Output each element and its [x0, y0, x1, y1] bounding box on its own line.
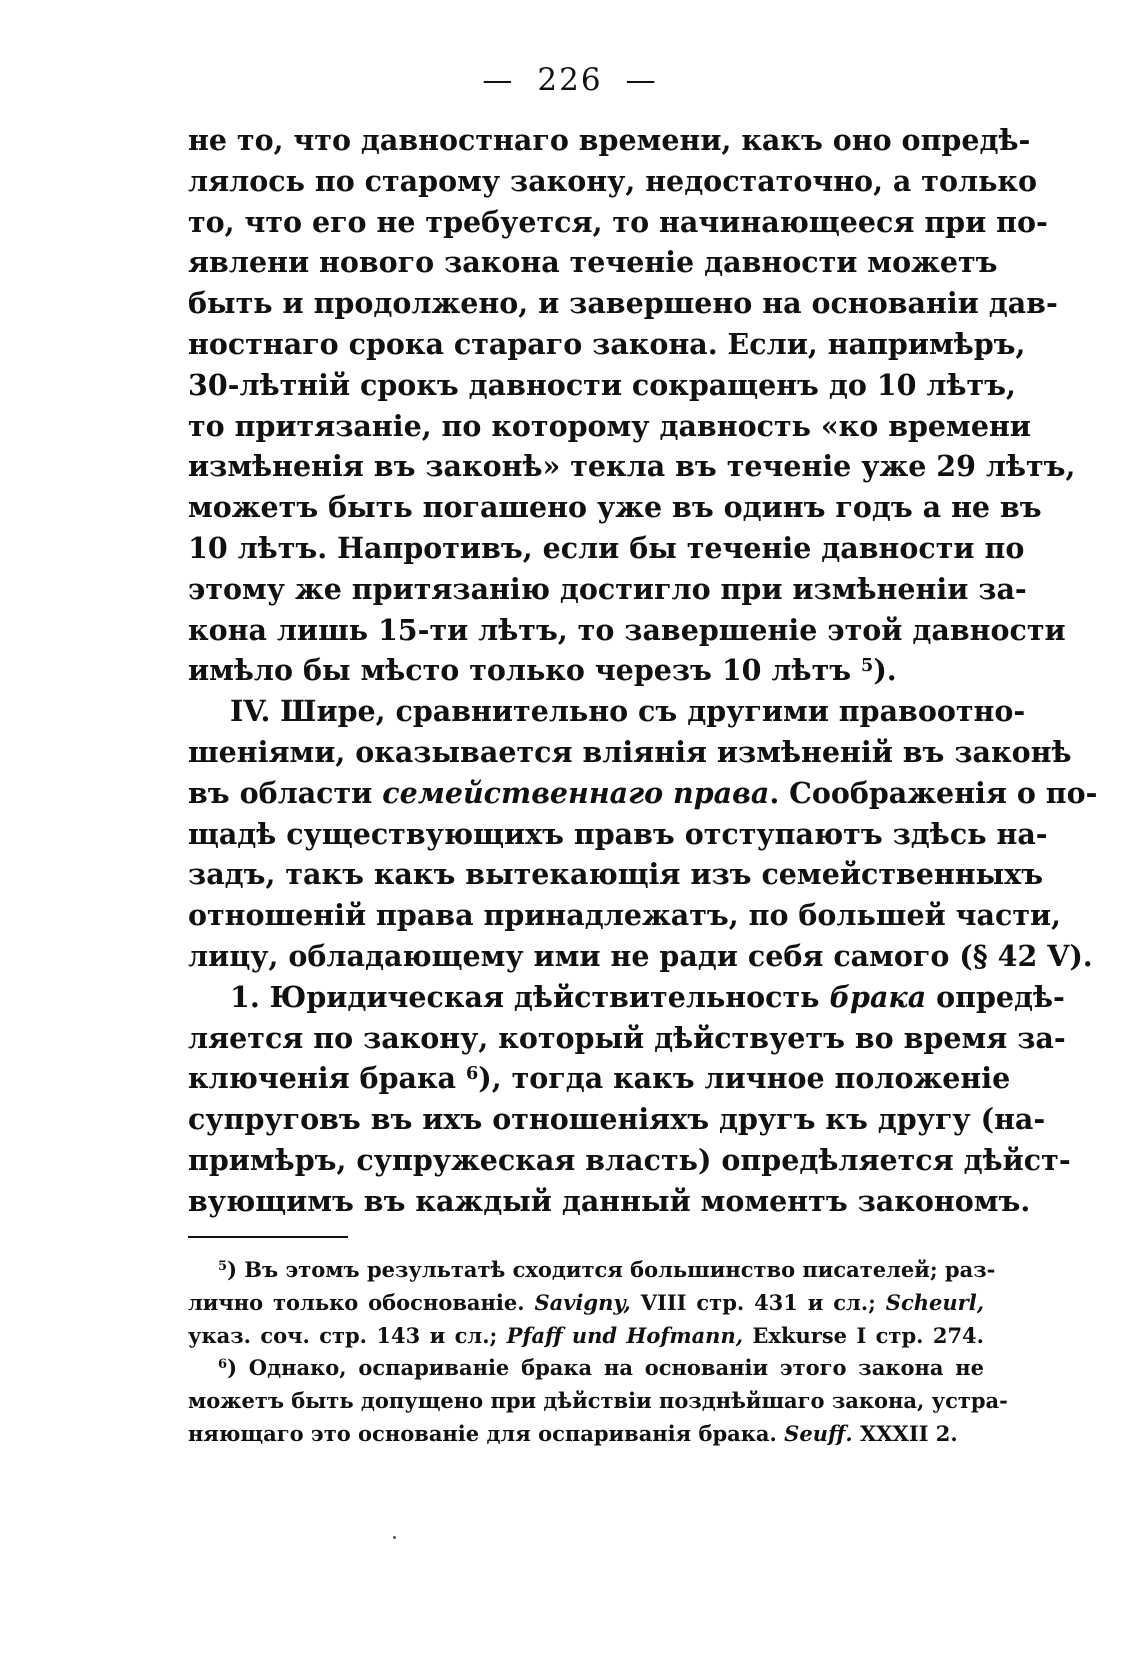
page-number-dash-right: —	[625, 63, 658, 98]
footnote-5: $^5$) Въ этомъ результатѣ сходится большинство писателей; раз-	[218, 1257, 996, 1282]
text-line: 10 лѣтъ. Напротивъ, если бы теченіе давности по	[188, 530, 1025, 565]
main-text	[188, 120, 1098, 1222]
footnote-line: указ. соч. стр. 143 и сл.; Pfaff und Hofmann, Exkurse I стр. 274.	[188, 1322, 984, 1348]
emphasis-term: семейственнаго права	[382, 775, 770, 810]
footnote-line: можетъ быть допущено при дѣйствіи позднѣйшаго закона, устра-	[188, 1388, 1008, 1414]
text-line: задъ, такъ какъ вытекающія изъ семейственныхъ	[188, 857, 1044, 892]
text-line: явлени нового закона теченіе давности можетъ	[188, 245, 998, 280]
footnote-6: $^6$) Однако, оспариваніе брака на основаніи этого закона не	[218, 1355, 984, 1381]
footnote-ref-6: 6	[465, 1062, 479, 1084]
text-line: кона лишь 15-ти лѣтъ, то завершеніе этой давности	[188, 612, 1066, 647]
text-line: то притязаніе, по которому давность «ко времени	[188, 408, 1031, 443]
text-line: ключенія брака $^6$), тогда какъ личное положеніе	[188, 1061, 1011, 1096]
text-line: въ области семейственнаго права. Соображенія о по-	[188, 775, 1098, 810]
page-number	[0, 62, 1140, 98]
text-line: можетъ быть погашено уже въ одинъ годъ а не въ	[188, 490, 1042, 525]
text-line: 30-лѣтній срокъ давности сокращенъ до 10 лѣтъ,	[188, 367, 1016, 402]
text-line: ляется по закону, который дѣйствуетъ во время за-	[188, 1020, 1066, 1055]
text-line: быть и продолжено, и завершено на основаніи дав-	[188, 286, 1058, 321]
text-line: имѣло бы мѣсто только черезъ 10 лѣтъ $^5$).	[188, 653, 897, 688]
section-heading-line: IV. Шире, сравнительно съ другими правоотно-	[230, 694, 1026, 729]
emphasis-term: брака	[829, 979, 927, 1014]
footnote-line: няющаго это основаніе для оспариванія брака. Seuff. XXXII 2.	[188, 1420, 958, 1446]
text-line: вующимъ въ каждый данный моментъ закономъ.	[188, 1183, 1031, 1218]
text-line: щадѣ существующихъ правъ отступаютъ здѣсь на-	[188, 816, 1048, 851]
page-number-dash-left: —	[482, 63, 515, 98]
text-line: лицу, обладающему ими не ради себя самого (§ 42 V).	[188, 938, 1093, 973]
scan-speck	[393, 1536, 396, 1539]
text-line: измѣненія въ законѣ» текла въ теченіе уже 29 лѣтъ,	[188, 449, 1076, 484]
footnote-ref-5: 5	[861, 654, 874, 676]
text-line: лялось по старому закону, недостаточно, а только	[188, 163, 1038, 198]
text-line: не то, что давностнаго времени, какъ оно опредѣ-	[188, 123, 1031, 157]
page-number-value: 226	[537, 62, 603, 98]
text-line: супруговъ въ ихъ отношеніяхъ другъ къ другу (на-	[188, 1102, 1046, 1137]
text-line: примѣръ, супружеская власть) опредѣляется дѣйст-	[188, 1142, 1071, 1177]
footnote-divider	[188, 1236, 348, 1238]
text-line: этому же притязанію достигло при измѣненіи за-	[188, 571, 1027, 606]
text-line: ностнаго срока стараго закона. Если, напримѣръ,	[188, 326, 1026, 361]
text-line: 1. Юридическая дѣйствительность брака опредѣ-	[230, 979, 1065, 1014]
text-line: то, что его не требуется, то начинающееся при по-	[188, 204, 1048, 239]
text-line: отношеній права принадлежатъ, по большей части,	[188, 898, 1062, 933]
text-line: шеніями, оказывается вліянія измѣненій въ законѣ	[188, 734, 1072, 769]
footnote-line: лично только обоснованіе. Savigny, VIII стр. 431 и сл.; Scheurl,	[188, 1289, 984, 1315]
footnotes	[188, 1254, 1008, 1451]
